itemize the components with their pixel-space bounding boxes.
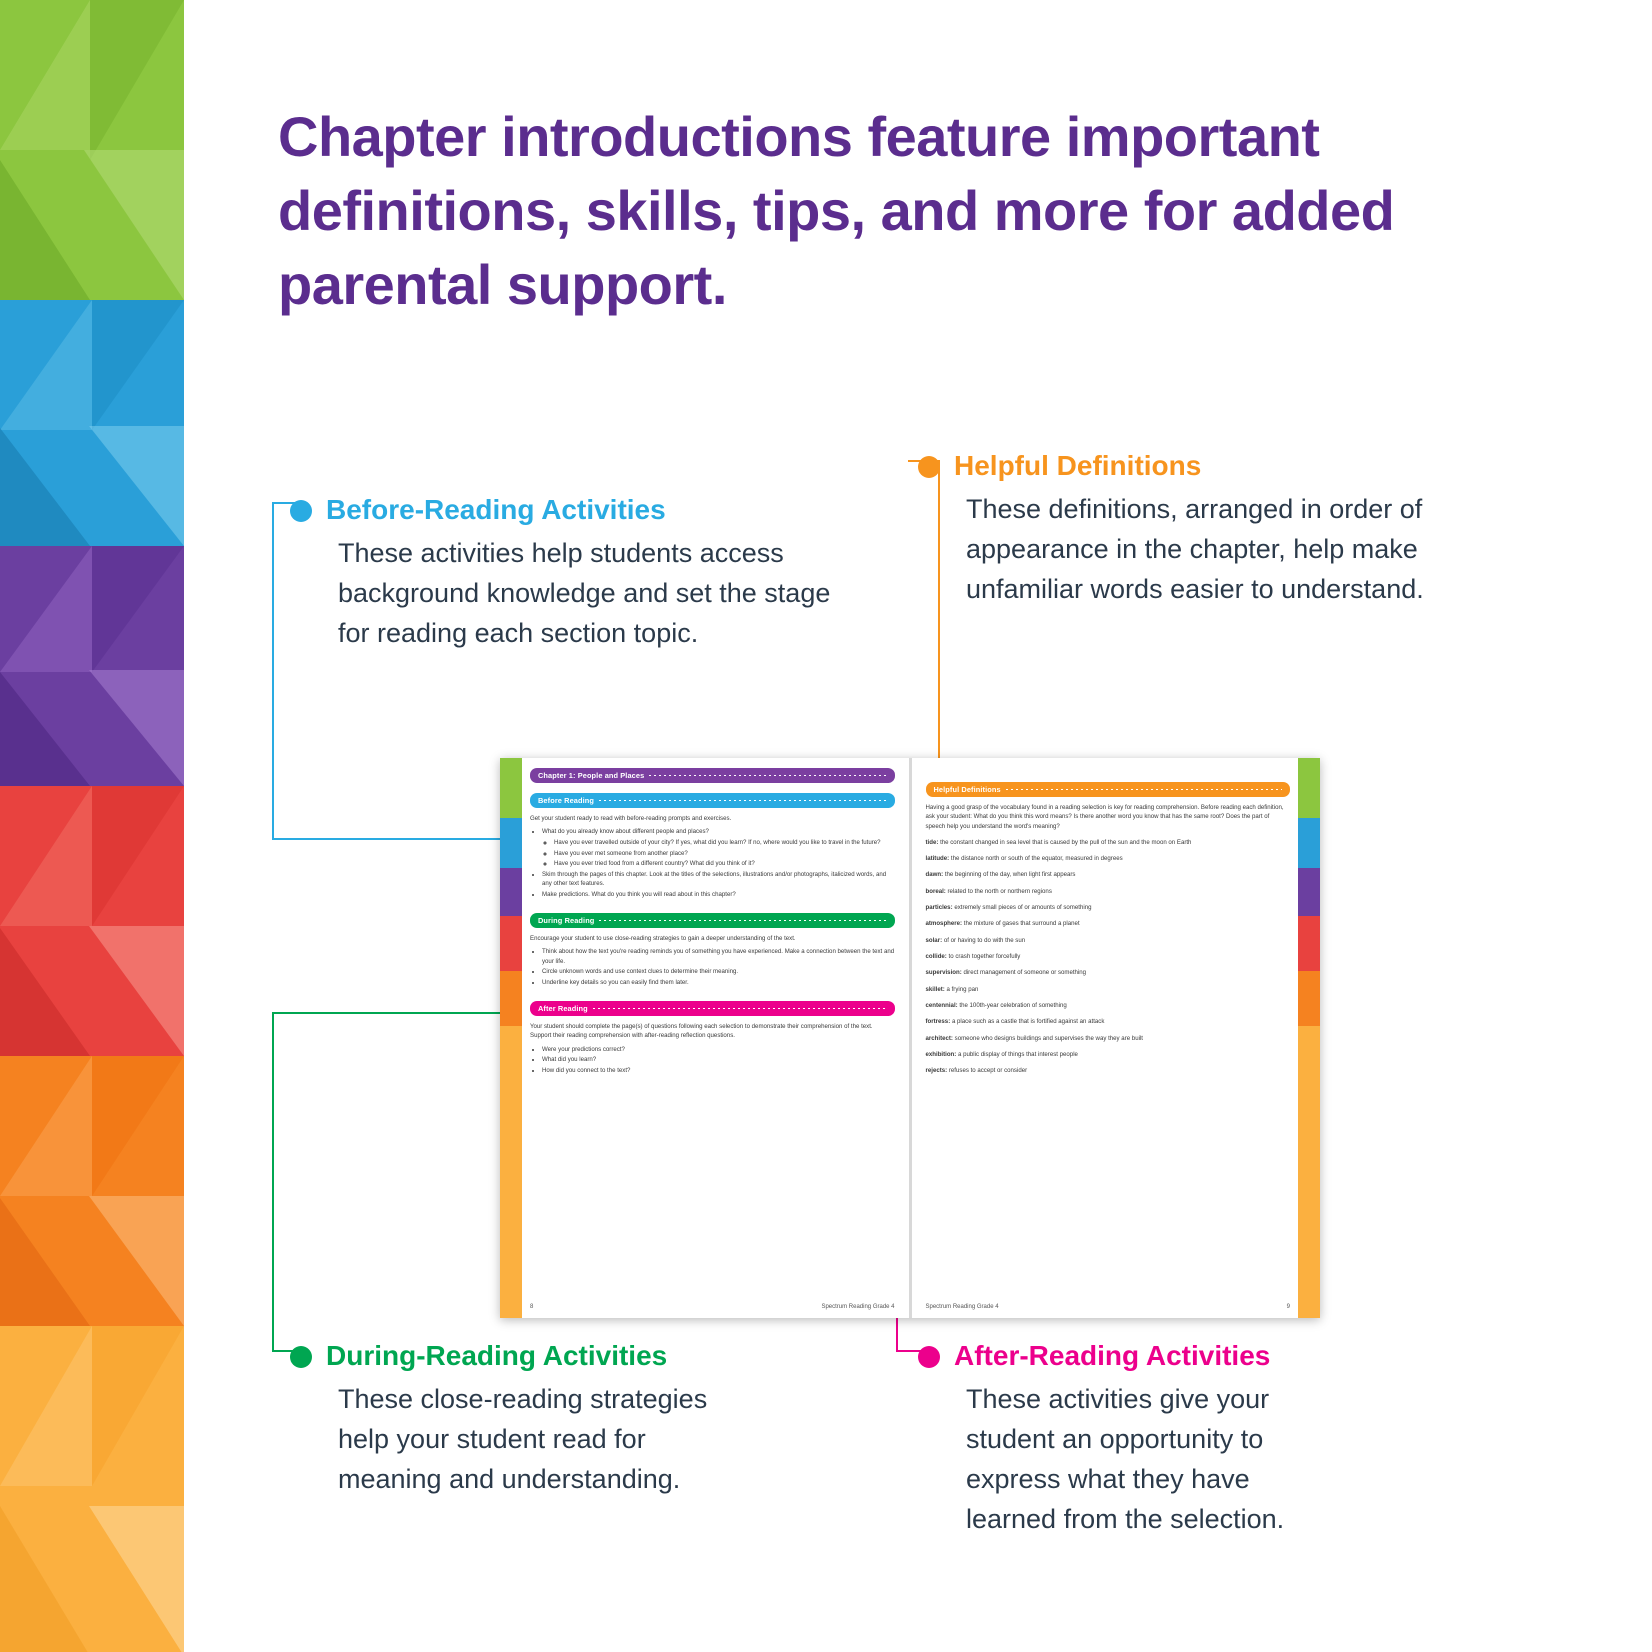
- after-reading-bullets: [530, 1045, 895, 1075]
- definition-text: a place such as a castle that is fortified against an attack: [951, 1018, 1105, 1026]
- list-item: ◦ Have you ever travelled outside of your city? If yes, what did you learn? If no, where would you like to travel in the future?: [554, 838, 895, 847]
- bar-dots-decoration: [599, 920, 886, 921]
- bullet-dot-icon: [290, 500, 312, 522]
- connector-before-reading: [272, 502, 274, 840]
- right-page-footer: Spectrum Reading Grade 4: [925, 1304, 999, 1310]
- definition-text: to crash together forcefully: [948, 953, 1021, 961]
- definition-term: rejects:: [925, 1067, 948, 1075]
- definition-term: latitude:: [925, 855, 950, 863]
- decorative-rainbow-strip: [0, 0, 184, 1652]
- callout-helpful-definitions: [918, 448, 1498, 610]
- page-title: Chapter introductions feature important definitions, skills, tips, and more for added parental support.: [278, 105, 1395, 316]
- definition-text: refuses to accept or consider: [948, 1067, 1028, 1075]
- definition-text: the beginning of the day, when light first appears: [944, 871, 1076, 879]
- definition-term: dawn:: [925, 871, 944, 879]
- rainbow-band-green: [0, 0, 184, 300]
- definition-item: [926, 904, 1291, 913]
- definition-item: [926, 1035, 1291, 1044]
- helpful-definitions-bar-label: Helpful Definitions: [933, 785, 1001, 794]
- book-spread-image: [500, 758, 1320, 1318]
- definition-item: [926, 1018, 1291, 1027]
- list-item: • Skim through the pages of this chapter. Look at the titles of the selections, illustrations and/or photographs, italicized words, and any other text features.: [542, 870, 895, 888]
- right-page-content: [926, 758, 1291, 1318]
- definition-text: extremely small pieces of or amounts of something: [954, 904, 1092, 912]
- definition-term: supervision:: [925, 969, 962, 977]
- list-item: • Were your predictions correct?: [542, 1045, 895, 1054]
- list-item: • What did you learn?: [542, 1055, 895, 1064]
- definition-text: a public display of things that interest people: [958, 1051, 1078, 1059]
- definition-text: direct management of someone or something: [963, 969, 1087, 977]
- list-item: • Make predictions. What do you think you will read about in this chapter?: [542, 890, 895, 899]
- list-item: • How did you connect to the text?: [542, 1066, 895, 1075]
- definition-term: tide:: [925, 838, 939, 846]
- list-sub: [542, 838, 895, 868]
- before-reading-bullets: [530, 827, 895, 898]
- book-right-page: [912, 758, 1321, 1318]
- list-item: [542, 827, 895, 868]
- before-reading-intro: Get your student ready to read with before-reading prompts and exercises.: [530, 815, 732, 822]
- after-reading-bar-label: After Reading: [538, 1003, 588, 1013]
- helpful-definitions-bar: [926, 782, 1291, 797]
- after-reading-intro: Your student should complete the page(s) of questions following each selection to demonstrate their comprehension of the text. Support their reading comprehension with after-reading reflection questions.: [530, 1022, 873, 1040]
- definition-term: boreal:: [925, 887, 946, 895]
- callout-body: These activities help students access background knowledge and set the stage for reading each section topic.: [338, 538, 831, 649]
- list-item: • Circle unknown words and use context clues to determine their meaning.: [542, 967, 895, 976]
- during-reading-intro: Encourage your student to use close-reading strategies to gain a deeper understanding of the text.: [530, 934, 796, 942]
- helpful-definitions-intro: Having a good grasp of the vocabulary found in a reading selection is key for reading comprehension. Before reading each definition, ask your student: What do you think this word means? Is there another word you know that has the same root? Does the part of speech help you understand the word's meaning?: [925, 804, 1284, 830]
- left-page-number: 8: [530, 1304, 534, 1310]
- definition-term: atmosphere:: [925, 920, 963, 928]
- definition-text: the constant changed in sea level that is caused by the pull of the sun and the moon on Earth: [940, 838, 1192, 846]
- definition-term: solar:: [925, 936, 943, 944]
- rainbow-band-orange: [0, 1056, 184, 1326]
- definition-term: skillet:: [925, 985, 945, 993]
- callout-body: These close-reading strategies help your student read for meaning and understanding.: [338, 1384, 708, 1495]
- after-reading-bar: [530, 1001, 895, 1016]
- definition-term: fortress:: [925, 1018, 951, 1026]
- connector-during-reading-top: [272, 1012, 512, 1014]
- definition-text: the 100th-year celebration of something: [959, 1002, 1067, 1010]
- definition-text: a frying pan: [946, 985, 979, 993]
- list-item: ◦ Have you ever met someone from another place?: [554, 849, 895, 858]
- definition-text: the distance north or south of the equator, measured in degrees: [950, 855, 1123, 863]
- callout-title: Before-Reading Activities: [326, 494, 666, 525]
- bullet-dot-icon: [918, 1346, 940, 1368]
- definition-item: [926, 953, 1291, 962]
- rainbow-band-blue: [0, 300, 184, 546]
- definition-term: centennial:: [925, 1002, 958, 1010]
- chapter-bar: [530, 768, 895, 783]
- list-item: • Think about how the text you're reading reminds you of something you have experienced. Make a connection between the text and your life.: [542, 947, 895, 965]
- definition-item: [926, 1067, 1291, 1076]
- bar-dots-decoration: [599, 800, 886, 801]
- definition-item: [926, 871, 1291, 880]
- callout-title: After-Reading Activities: [954, 1340, 1271, 1371]
- definition-text: of or having to do with the sun: [943, 936, 1026, 944]
- during-reading-bullets: [530, 947, 895, 987]
- right-page-number: 9: [1286, 1304, 1290, 1310]
- definition-item: [926, 855, 1291, 864]
- definition-item: [926, 1051, 1291, 1060]
- page-edge-rainbow: [500, 758, 522, 1318]
- callout-after-reading: [918, 1338, 1478, 1540]
- definition-text: related to the north or northern regions: [947, 887, 1052, 895]
- definition-term: architect:: [925, 1034, 953, 1042]
- callout-title: Helpful Definitions: [954, 450, 1202, 481]
- page-edge-rainbow: [1298, 758, 1320, 1318]
- connector-before-reading-bottom: [272, 838, 512, 840]
- list-item: ◦ Have you ever tried food from a different country? What did you think of it?: [554, 859, 895, 868]
- definition-text: the mixture of gases that surround a planet: [963, 920, 1080, 928]
- callout-body: These definitions, arranged in order of appearance in the chapter, help make unfamiliar words easier to understand.: [966, 494, 1424, 605]
- before-reading-bar: [530, 793, 895, 808]
- callout-body: These activities give your student an opportunity to express what they have learned from the selection.: [966, 1384, 1285, 1535]
- rainbow-band-purple: [0, 546, 184, 786]
- before-reading-bar-label: Before Reading: [538, 796, 595, 805]
- during-reading-bar: [530, 913, 895, 928]
- left-page-content: [530, 758, 895, 1318]
- rainbow-band-yellow: [0, 1326, 184, 1652]
- definition-item: [926, 969, 1291, 978]
- definition-text: someone who designs buildings and supervises the way they are built: [954, 1034, 1143, 1042]
- bar-dots-decoration: [593, 1008, 887, 1009]
- chapter-bar-label: Chapter 1: People and Places: [538, 771, 645, 780]
- bullet-dot-icon: [290, 1346, 312, 1368]
- during-reading-bar-label: During Reading: [538, 915, 595, 925]
- definition-item: [926, 920, 1291, 929]
- definition-item: [926, 888, 1291, 897]
- list-item-text: What do you already know about different people and places?: [542, 828, 709, 836]
- bullet-dot-icon: [918, 456, 940, 478]
- definition-item: [926, 937, 1291, 946]
- callout-during-reading: [290, 1338, 850, 1500]
- definition-item: [926, 986, 1291, 995]
- definition-term: particles:: [925, 904, 953, 912]
- connector-during-reading: [272, 1012, 274, 1352]
- book-left-page: [500, 758, 909, 1318]
- definition-item: [926, 839, 1291, 848]
- left-page-footer: Spectrum Reading Grade 4: [821, 1304, 895, 1310]
- definition-term: collide:: [925, 953, 947, 961]
- list-item: • Underline key details so you can easily find them later.: [542, 978, 895, 987]
- callout-before-reading: [290, 492, 860, 654]
- bar-dots-decoration: [1006, 789, 1282, 790]
- definition-item: [926, 1002, 1291, 1011]
- bar-dots-decoration: [649, 775, 886, 776]
- rainbow-band-red: [0, 786, 184, 1056]
- callout-title: During-Reading Activities: [326, 1340, 668, 1371]
- definition-term: exhibition:: [925, 1051, 957, 1059]
